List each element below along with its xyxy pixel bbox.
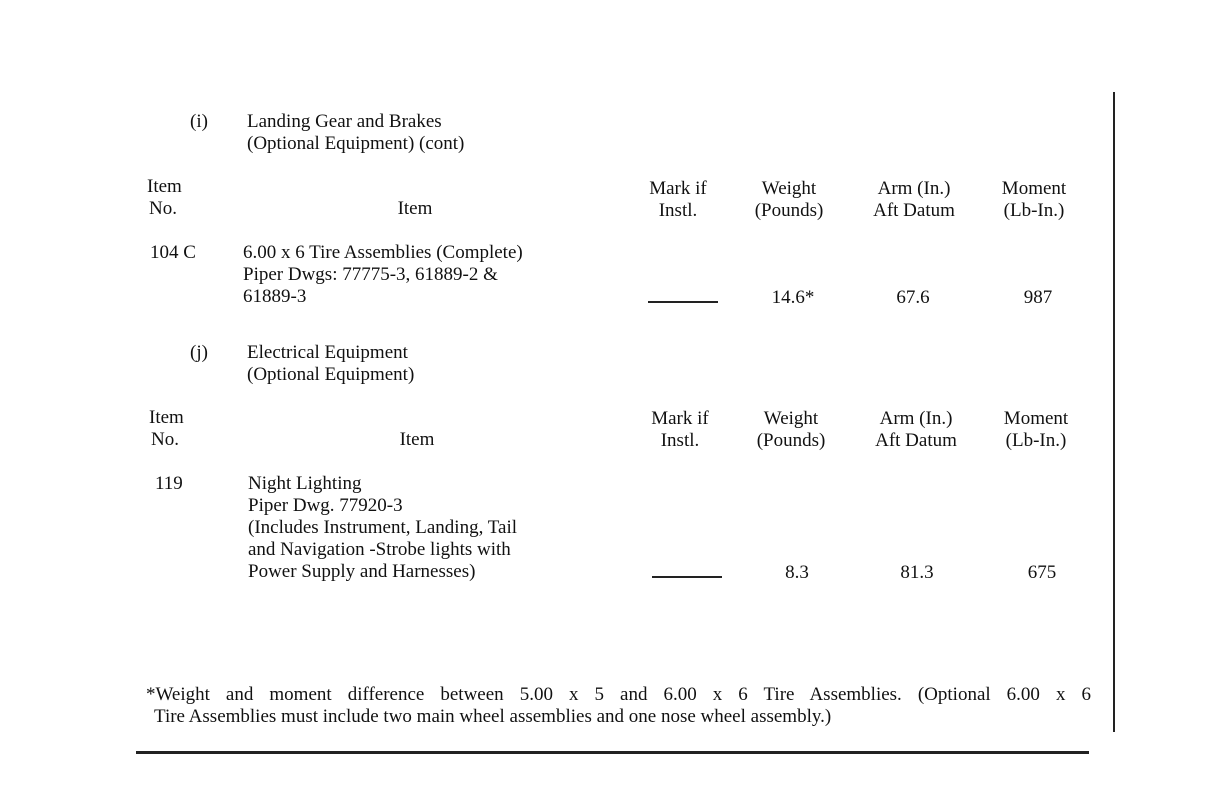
item-description: and Navigation -Strobe lights with [248, 539, 511, 560]
header-mark-if: Instl. [660, 430, 700, 451]
header-item-no: Item [147, 176, 182, 197]
item-description: (Includes Instrument, Landing, Tail [248, 517, 518, 538]
item-description: Piper Dwgs: 77775-3, 61889-2 & [243, 264, 498, 285]
section-j-marker: (j) [190, 342, 208, 363]
item-weight: 14.6* [771, 287, 815, 308]
header-weight: Weight [761, 178, 817, 199]
header-weight: Weight [763, 408, 819, 429]
header-arm: Aft Datum [875, 430, 957, 451]
item-description: Power Supply and Harnesses) [248, 561, 476, 582]
page-rule-bottom [136, 751, 1089, 754]
footnote-line: *Weight and moment difference between 5.00 x 5 and 6.00 x 6 Tire Assemblies. (Optional 6.00 x 6 [146, 684, 1091, 705]
item-number: 104 C [150, 242, 196, 263]
item-description: 61889-3 [243, 286, 307, 307]
page-border-right [1113, 92, 1115, 732]
section-j-title: Electrical Equipment [247, 342, 408, 363]
section-i-marker: (i) [190, 111, 208, 132]
header-mark-if: Mark if [649, 178, 707, 199]
header-mark-if: Mark if [651, 408, 709, 429]
header-mark-if: Instl. [658, 200, 698, 221]
header-item: Item [397, 198, 433, 219]
header-weight: (Pounds) [756, 430, 826, 451]
header-item-no: No. [149, 198, 177, 219]
item-arm: 67.6 [896, 287, 930, 308]
mark-if-installed-blank[interactable] [652, 576, 722, 578]
header-weight: (Pounds) [754, 200, 824, 221]
section-j-subtitle: (Optional Equipment) [247, 364, 415, 385]
item-description: Piper Dwg. 77920-3 [248, 495, 403, 516]
footnote-line: Tire Assemblies must include two main wheel assemblies and one nose wheel assembly.) [154, 706, 832, 727]
header-arm: Aft Datum [873, 200, 955, 221]
header-moment: Moment [1003, 408, 1069, 429]
section-i-subtitle: (Optional Equipment) (cont) [247, 133, 465, 154]
header-arm: Arm (In.) [879, 408, 953, 429]
header-moment: (Lb-In.) [1003, 200, 1065, 221]
header-item-no: No. [151, 429, 179, 450]
footnote [146, 684, 1091, 728]
item-moment: 675 [1027, 562, 1057, 583]
mark-if-installed-blank[interactable] [648, 301, 718, 303]
header-item: Item [399, 429, 435, 450]
item-description: 6.00 x 6 Tire Assemblies (Complete) [243, 242, 523, 263]
item-number: 119 [155, 473, 183, 494]
section-i-title: Landing Gear and Brakes [247, 111, 442, 132]
item-moment: 987 [1023, 287, 1053, 308]
item-description: Night Lighting [248, 473, 362, 494]
header-item-no: Item [149, 407, 184, 428]
item-arm: 81.3 [900, 562, 934, 583]
header-moment: (Lb-In.) [1005, 430, 1067, 451]
item-weight: 8.3 [785, 562, 809, 583]
header-moment: Moment [1001, 178, 1067, 199]
header-arm: Arm (In.) [877, 178, 951, 199]
